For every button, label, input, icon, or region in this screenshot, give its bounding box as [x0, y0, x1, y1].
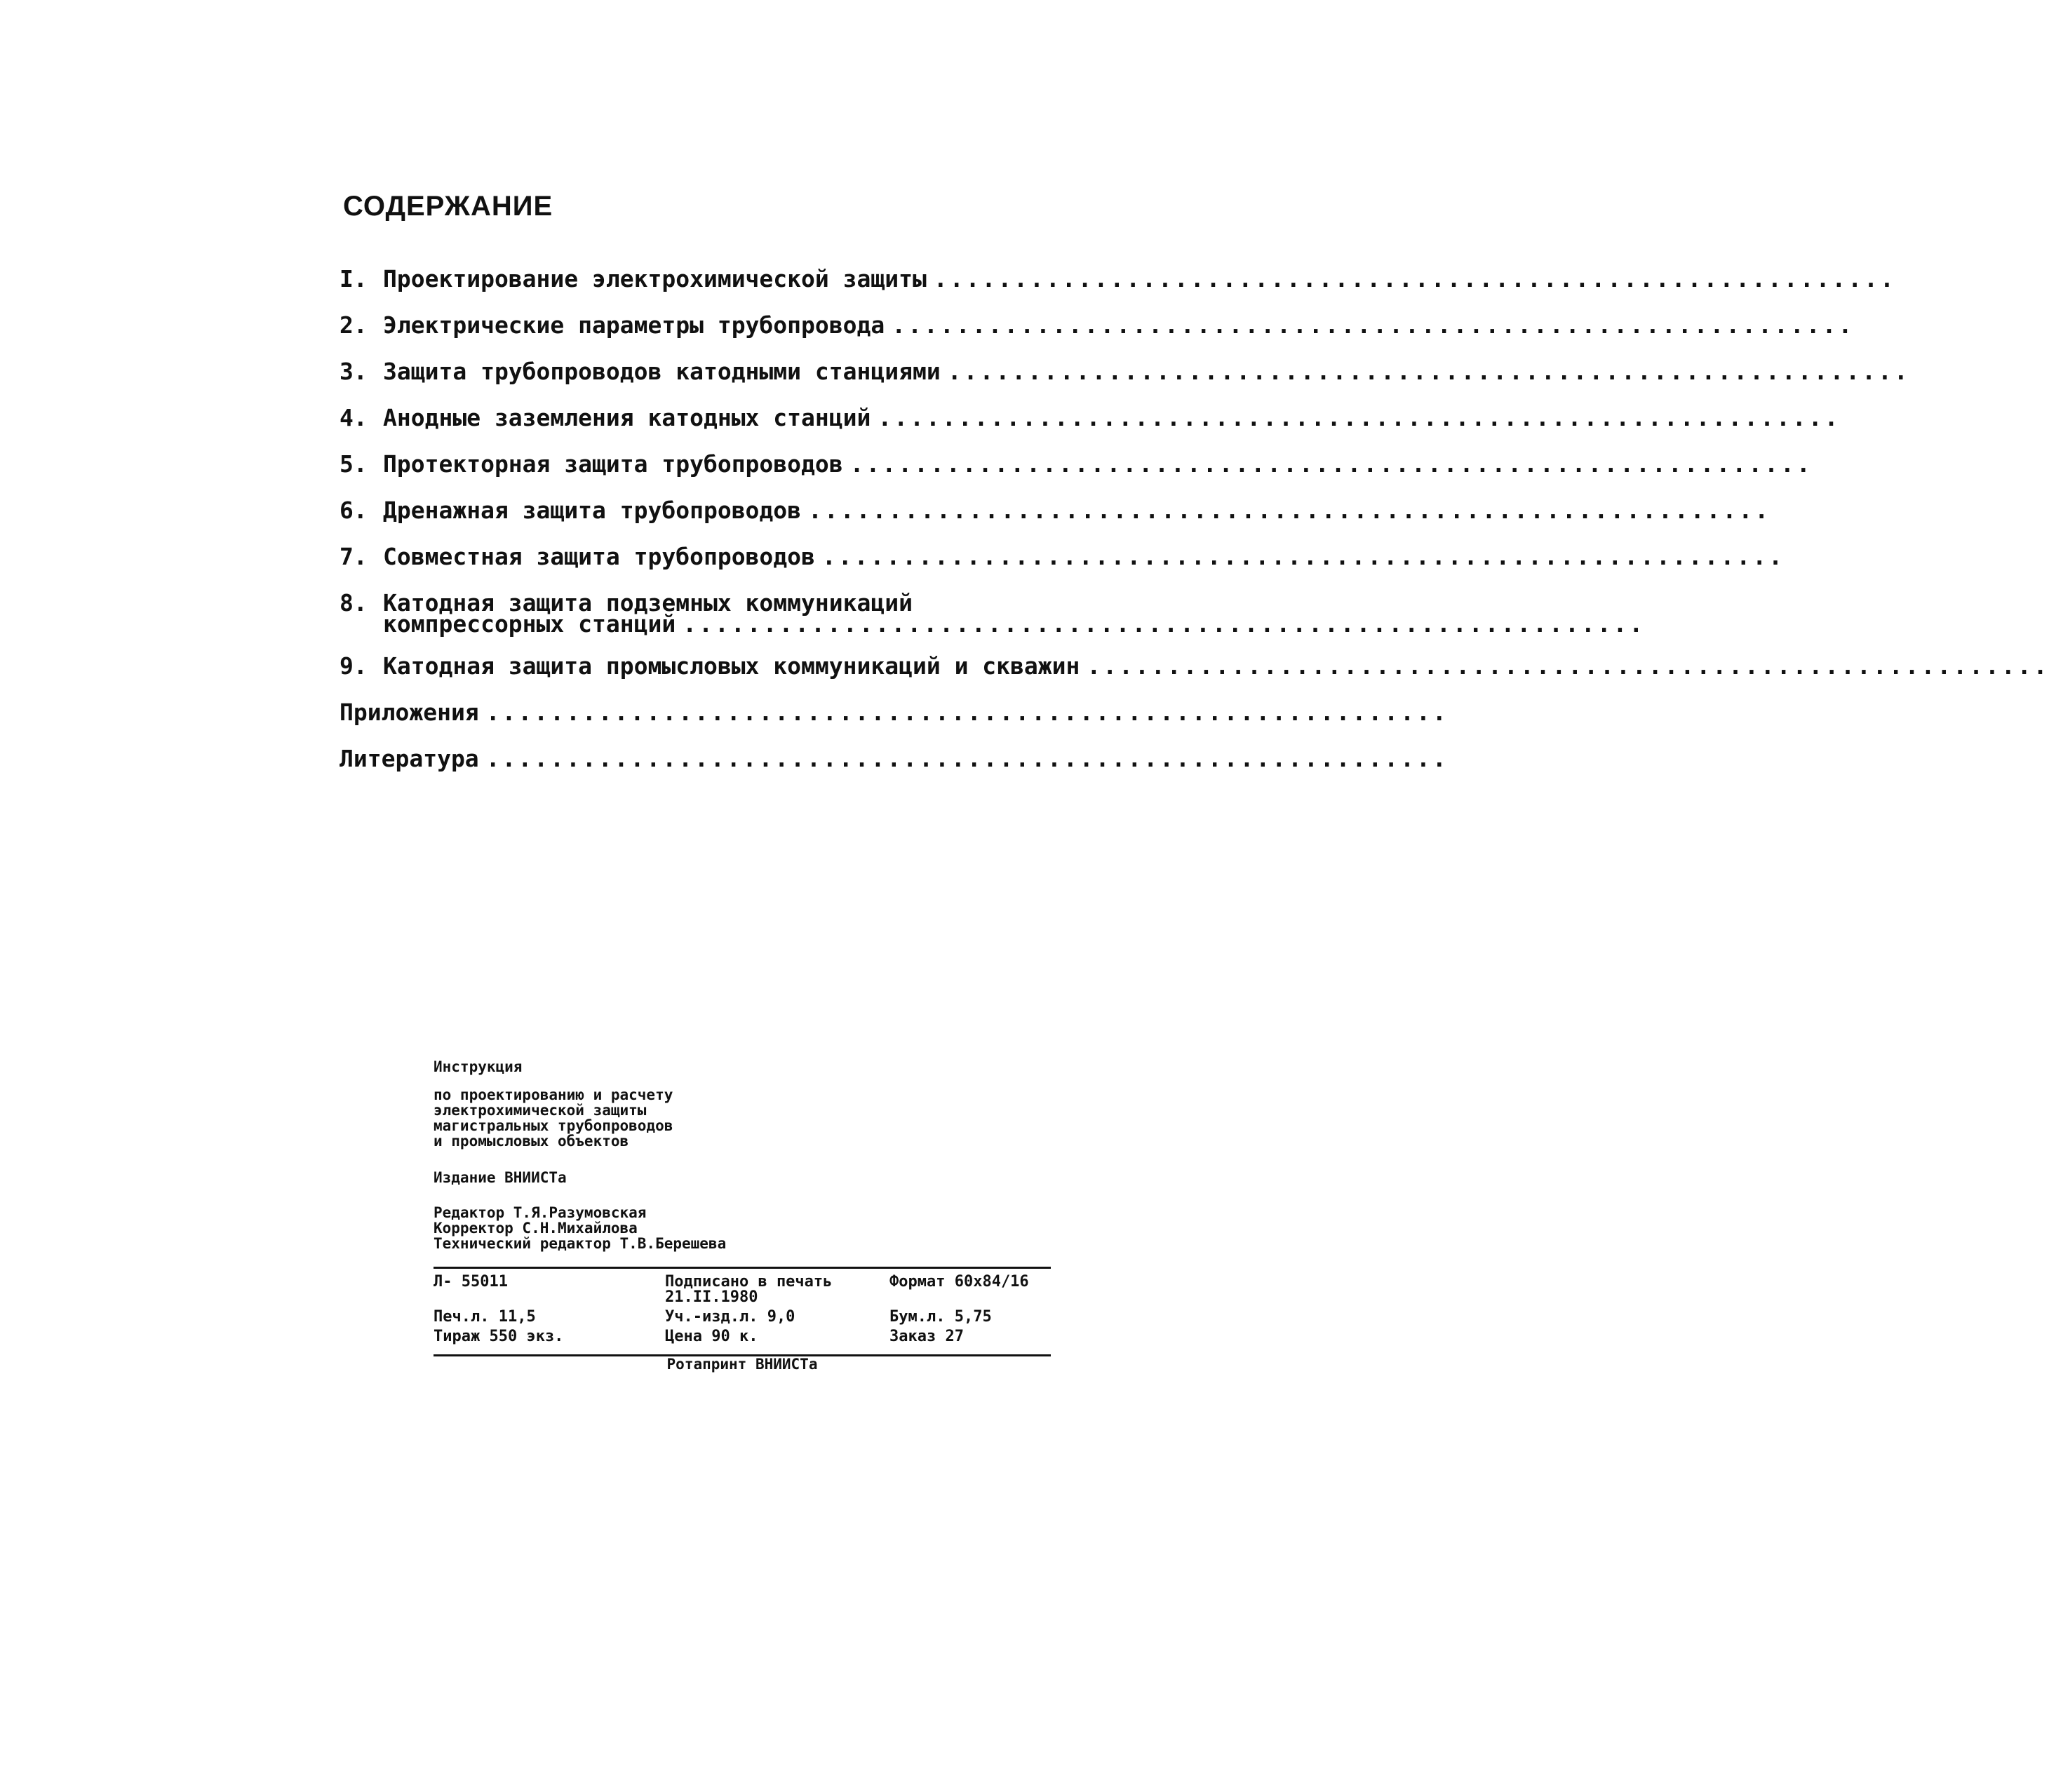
toc-entry	[340, 265, 1896, 311]
toc-entry-title: Катодная защита промысловых коммуникаций и скважин	[383, 652, 1080, 680]
imprint-detail: Уч.-изд.л. 9,0	[665, 1308, 795, 1326]
imprint-heading: Инструкция	[434, 1058, 523, 1075]
toc-leader-dots: ............................................................	[485, 699, 1449, 726]
toc-entry-number: 5.	[340, 450, 368, 478]
imprint-title-line: и промысловых объектов	[434, 1133, 629, 1150]
imprint-credits	[434, 1205, 1058, 1251]
toc-entry	[340, 589, 1646, 652]
toc-entry	[340, 450, 1813, 497]
toc-leader-dots: ............................................................	[683, 610, 1646, 638]
toc-entry-title: Совместная защита трубопроводов	[383, 543, 815, 570]
imprint-title-line: по проектированию и расчету	[434, 1086, 673, 1103]
toc-entry-number: 2.	[340, 311, 368, 339]
toc-entry-number: 7.	[340, 543, 368, 570]
toc-leader-dots: ............................................................	[849, 450, 1813, 478]
toc-entry-appendix	[340, 699, 1449, 745]
toc-entry-title: Электрические параметры трубопровода	[383, 311, 885, 339]
imprint-credit: Редактор Т.Я.Разумовская	[434, 1204, 647, 1221]
imprint-title	[434, 1087, 1058, 1149]
imprint-printer: Ротапринт ВНИИСТа	[666, 1356, 818, 1373]
toc-leader-dots: ............................................................	[808, 497, 1771, 524]
toc-leader-dots: ............................................................	[947, 358, 1910, 385]
toc-entry-title-line1: Катодная защита подземных коммуникаций	[383, 589, 913, 617]
toc-entry-references	[340, 745, 1449, 791]
imprint-title-line: электрохимической защиты	[434, 1102, 647, 1119]
toc-entry-title: Проектирование электрохимической защиты	[383, 265, 927, 292]
toc-entry-title-line2: компрессорных станций	[383, 610, 676, 638]
imprint-publisher: Издание ВНИИСТа	[434, 1169, 567, 1186]
imprint-detail: Цена 90 к.	[665, 1328, 758, 1345]
toc-entry-title: Приложения	[340, 699, 479, 726]
toc-leader-dots: ............................................................	[1087, 652, 2049, 680]
toc-entry-number: 6.	[340, 497, 368, 524]
toc-entry-title: Анодные заземления катодных станций	[383, 404, 871, 431]
toc-leader-dots: ............................................................	[933, 265, 1896, 292]
imprint-detail: Подписано в печать 21.II.1980	[665, 1273, 833, 1306]
toc-entry-number: 9.	[340, 652, 368, 680]
toc-entry	[340, 358, 1910, 404]
imprint-detail: Печ.л. 11,5	[434, 1308, 536, 1326]
toc-entry	[340, 543, 1785, 589]
imprint-top-rule	[434, 1267, 1051, 1269]
toc-entry	[340, 497, 1771, 543]
imprint-block	[434, 1059, 1058, 1372]
imprint-details	[434, 1274, 1051, 1345]
toc-entry-title: Литература	[340, 745, 479, 772]
imprint-credit: Технический редактор Т.В.Берешева	[434, 1235, 727, 1252]
imprint-title-line: магистральных трубопроводов	[434, 1117, 673, 1134]
toc-entry-number: 3.	[340, 358, 368, 385]
imprint-detail: Бум.л. 5,75	[889, 1308, 992, 1326]
toc-leader-dots: ............................................................	[878, 404, 1841, 431]
toc-entry-title: Защита трубопроводов катодными станциями	[383, 358, 941, 385]
toc-entry-number: 4.	[340, 404, 368, 431]
toc-entry-title: Протекторная защита трубопроводов	[383, 450, 843, 478]
imprint-detail: Л- 55011	[434, 1273, 508, 1291]
toc-entry-title: Дренажная защита трубопроводов	[383, 497, 802, 524]
toc-leader-dots: ............................................................	[821, 543, 1785, 570]
toc-leader-dots: ............................................................	[892, 311, 1855, 339]
toc-entry-number: 8.	[340, 589, 368, 617]
toc-entry	[340, 404, 1841, 450]
table-of-contents	[340, 265, 2049, 791]
toc-entry-number: I.	[340, 265, 368, 292]
toc-entry	[340, 652, 2049, 699]
toc-title: СОДЕРЖАНИЕ	[343, 191, 553, 222]
toc-leader-dots: ............................................................	[485, 745, 1449, 772]
imprint-detail: Формат 60х84/16	[889, 1273, 1029, 1291]
imprint-detail: Тираж 550 экз.	[434, 1328, 564, 1345]
toc-entry	[340, 311, 1855, 358]
imprint-credit: Корректор С.Н.Михайлова	[434, 1220, 638, 1237]
imprint-detail: Заказ 27	[889, 1328, 964, 1345]
